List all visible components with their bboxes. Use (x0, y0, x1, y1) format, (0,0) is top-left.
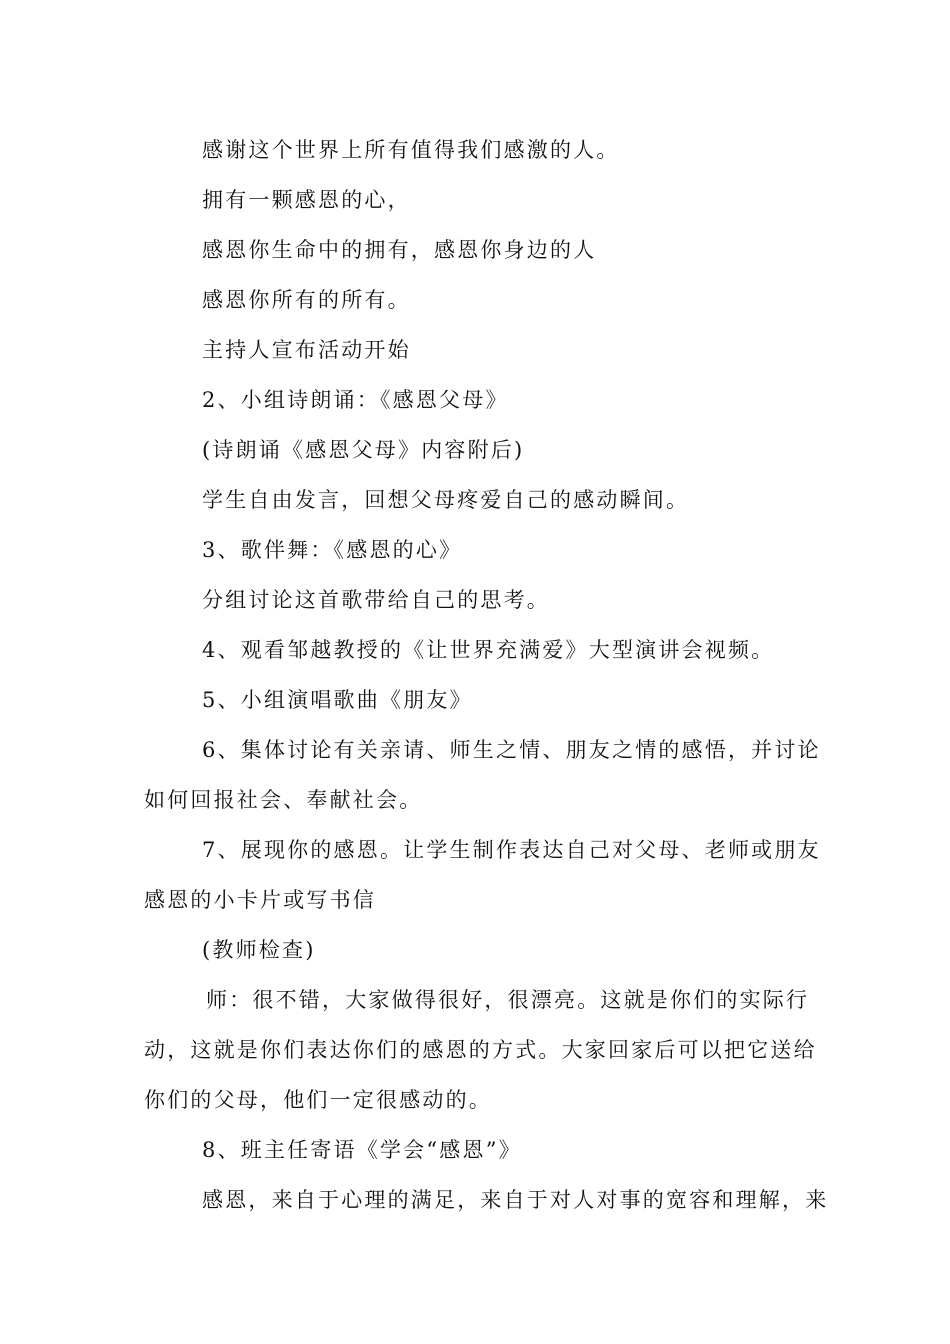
text-line: 分组讨论这首歌带给自己的思考。 (202, 588, 550, 612)
text-line: 拥有一颗感恩的心， (202, 188, 411, 212)
text-line: 4、观看邹越教授的《让世界充满爱》大型演讲会视频。 (202, 638, 775, 662)
text-line: 5、小组演唱歌曲《朋友》 (202, 688, 473, 712)
text-line: 师：很不错，大家做得很好，很漂亮。这就是你们的实际行 (206, 988, 810, 1012)
text-line: 7、展现你的感恩。让学生制作表达自己对父母、老师或朋友 (202, 838, 821, 862)
text-line: 学生自由发言，回想父母疼爱自己的感动瞬间。 (202, 488, 690, 512)
text-line: 感恩你生命中的拥有，感恩你身边的人 (202, 238, 597, 262)
text-line: 主持人宣布活动开始 (202, 338, 411, 362)
text-line: 感恩你所有的所有。 (202, 288, 411, 312)
text-line: 8、班主任寄语《学会“感恩”》 (202, 1138, 522, 1162)
text-line: 动，这就是你们表达你们的感恩的方式。大家回家后可以把它送给 (144, 1038, 817, 1062)
text-line: 感谢这个世界上所有值得我们感激的人。 (202, 138, 620, 162)
text-line: 感恩，来自于心理的满足，来自于对人对事的宽容和理解，来 (202, 1188, 829, 1212)
text-line: (诗朗诵《感恩父母》内容附后) (202, 438, 525, 462)
text-line: 你们的父母，他们一定很感动的。 (144, 1088, 492, 1112)
text-line: 感恩的小卡片或写书信 (144, 888, 376, 912)
text-line: 如何回报社会、奉献社会。 (144, 788, 423, 812)
text-line: 2、小组诗朗诵：《感恩父母》 (202, 388, 509, 412)
text-line: 3、歌伴舞：《感恩的心》 (202, 538, 463, 562)
text-line: 6、集体讨论有关亲请、师生之情、朋友之情的感悟，并讨论 (202, 738, 821, 762)
text-line: (教师检查) (202, 938, 316, 962)
